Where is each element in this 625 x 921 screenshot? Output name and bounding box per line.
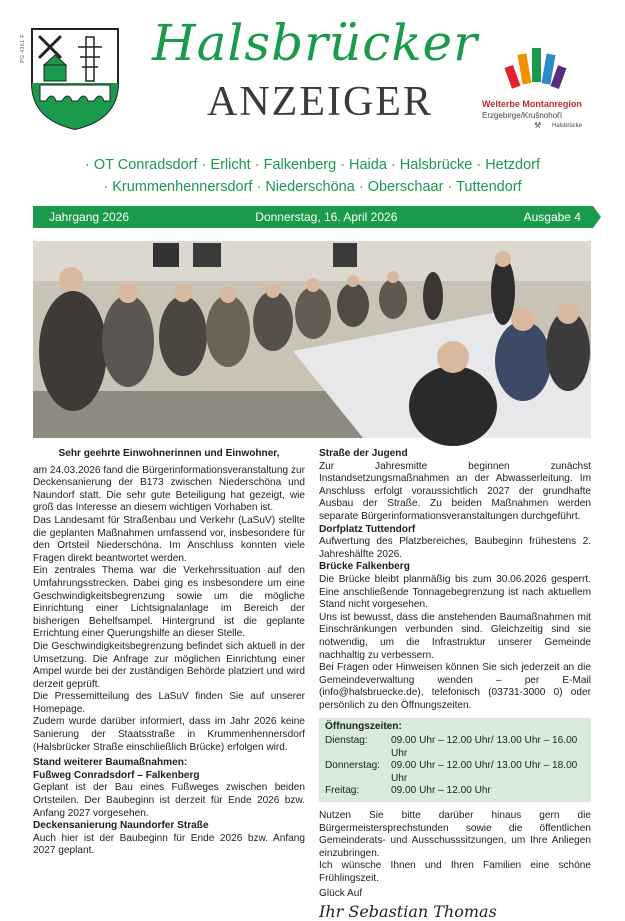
article-paragraph: Die Pressemitteilung des LaSuV finden Sie auf unserer Homepage. xyxy=(33,691,305,715)
article-paragraph: Bei Fragen oder Hinweisen können Sie sich jederzeit an die Gemeindeverwaltung wenden – per E-Mail (info@halsbruecke.de), telefonisch (03731-3000 0) oder persönlich zu den Öffnungszeiten. xyxy=(319,662,591,711)
article-paragraph: Uns ist bewusst, dass die anstehenden Baumaßnahmen mit Einschränkungen verbunden sind. Gleichzeitig sind sie notwendig, um die Infrastruktur unserer Gemeinde nachhaltig zu verbessern. xyxy=(319,611,591,661)
meeting-photo xyxy=(33,241,591,438)
section-heading: Brücke Falkenberg xyxy=(319,561,410,573)
mayor-signature: Ihr Sebastian Thomas xyxy=(319,902,497,921)
article-paragraph: Ein zentrales Thema war die Verkehrssituation auf den Umfahrungsstrecken. Dabei ging es insbesondere um eine Geschwindigkeitsbegrenzung sowie um die mögliche Einrichtung einer Lichtsignalanlage im Bereich der bisherigen Behelfsampel. Hintergrund ist die geplante Errichtung einer Querungshilfe an dieser Stelle. xyxy=(33,565,305,640)
article-paragraph: Ich wünsche Ihnen und Ihren Familien eine schöne Frühlingszeit. xyxy=(319,860,591,884)
coat-of-arms-logo xyxy=(30,27,120,131)
section-heading: Dorfplatz Tuttendorf xyxy=(319,523,416,535)
section-heading: Straße der Jugend xyxy=(319,448,408,459)
article-paragraph: Nutzen Sie bitte darüber hinaus gern die Bürgermeistersprechstunden sowie die öffentlichen Gemeinderats- und Ausschusssitzungen, um Ihre Anliegen einzubringen. xyxy=(319,810,591,859)
district-line-1: · OT Conradsdorf · Erlicht · Falkenberg · Haida · Halsbrücke · Hetzdorf xyxy=(84,157,541,173)
masthead-title: Halsbrücker xyxy=(152,14,478,72)
hammer-pick-icon: ⚒ xyxy=(534,121,542,130)
district-list xyxy=(30,154,595,198)
opening-day: Dienstag: xyxy=(325,735,368,747)
article-closing: Glück Auf xyxy=(319,887,363,899)
issue-date: Donnerstag, 16. April 2026 xyxy=(255,210,398,224)
opening-time: 09.00 Uhr – 12.00 Uhr/ 13.00 Uhr – 16.00 Uhr xyxy=(391,735,578,759)
article-paragraph: Geplant ist der Bau eines Fußweges zwischen beiden Ortsteilen. Der Baubeginn ist derzeit für Ende 2026 bzw. Anfang 2027 vorgesehen. xyxy=(33,782,305,819)
opening-time: 09.00 Uhr – 12.00 Uhr/ 13.00 Uhr – 18.00 Uhr xyxy=(391,760,578,784)
opening-hours-row xyxy=(325,735,585,760)
section-heading: Stand weiterer Baumaßnahmen: xyxy=(33,757,188,769)
article-paragraph: Die Brücke bleibt planmäßig bis zum 30.06.2026 gesperrt. Eine anschließende Tonnagebegrenzung ist nach aktuellem Stand nicht vorgesehen. xyxy=(319,573,591,611)
article-paragraph: Zur Jahresmitte beginnen zunächst Instandsetzungsmaßnahmen an der Abwasserleitung. Im Anschluss erfolgt voraussichtlich 2027 der grundhafte Ausbau der Straße. Zu beiden Maßnahmen werden separate Bürgerinformationsveranstaltungen durchgeführt. xyxy=(319,460,591,522)
article-paragraph: am 24.03.2026 fand die Bürgerinformationsveranstaltung zur Deckensanierung der B173 zwischen Niederschöna und Naundorf statt. Die sehr gute Beteiligung hat gezeigt, wie groß das Interesse an diesem wichtigen Vorhaben ist. xyxy=(33,464,305,514)
welterbe-label: Welterbe Montanregion xyxy=(482,99,582,109)
opening-hours-title: Öffnungszeiten: xyxy=(325,721,402,733)
article-column-right xyxy=(319,448,591,919)
masthead-subtitle xyxy=(190,78,450,126)
welterbe-sublabel: Erzgebirge/Krušnohoří xyxy=(482,111,563,120)
section-heading: Fußweg Conradsdorf – Falkenberg xyxy=(33,769,200,781)
opening-day: Freitag: xyxy=(325,785,360,797)
article-paragraph: Aufwertung des Platzbereiches, Baubeginn frühestens 2. Jahreshälfte 2026. xyxy=(319,536,591,560)
opening-hours-row xyxy=(325,785,585,798)
masthead-subtitle-text: ANZEIGER xyxy=(207,79,433,125)
opening-time: 09.00 Uhr – 12.00 Uhr xyxy=(391,785,491,797)
welterbe-place: Halsbrücke xyxy=(552,123,583,129)
article-column-left xyxy=(33,448,305,858)
opening-day: Donnerstag: xyxy=(325,760,380,772)
opening-hours-row xyxy=(325,760,585,785)
opening-hours-box xyxy=(319,718,591,802)
article-paragraph: Zudem wurde darüber informiert, dass im Jahr 2026 keine Sanierung der Staatsstraße in Krummenhennersdorf (Halsbrücker Straße einschließlich Brücke) erfolgen wird. xyxy=(33,716,305,753)
welterbe-logo xyxy=(476,36,616,136)
article-paragraph: Auch hier ist der Baubeginn für Ende 2026 bzw. Anfang 2027 geplant. xyxy=(33,832,305,857)
article-greeting: Sehr geehrte Einwohnerinnen und Einwohner, xyxy=(58,448,280,459)
print-code: PG 4361 F xyxy=(20,34,26,63)
issue-bar xyxy=(33,206,593,228)
article-paragraph: Das Landesamt für Straßenbau und Verkehr (LaSuV) stellte die geplanten Maßnahmen umfassend vor, insbesondere für den Ortsteil Niederschöna. Im Anschluss konnten viele Fragen direkt beantwortet werden. xyxy=(33,514,305,564)
welterbe-mark-icon xyxy=(506,36,566,94)
district-line-2: · Krummenhennersdorf · Niederschöna · Oberschaar · Tuttendorf xyxy=(103,179,522,195)
article-paragraph: Die Geschwindigkeitsbegrenzung befindet sich aktuell in der Umsetzung. Die Anfrage zur möglichen Einrichtung einer Ampel wurde bei der zuständigen Behörde platziert und wird derzeit geprüft. xyxy=(33,640,305,690)
issue-volume: Jahrgang 2026 xyxy=(49,210,130,224)
issue-number: Ausgabe 4 xyxy=(523,210,581,224)
section-heading: Deckensanierung Naundorfer Straße xyxy=(33,820,209,832)
